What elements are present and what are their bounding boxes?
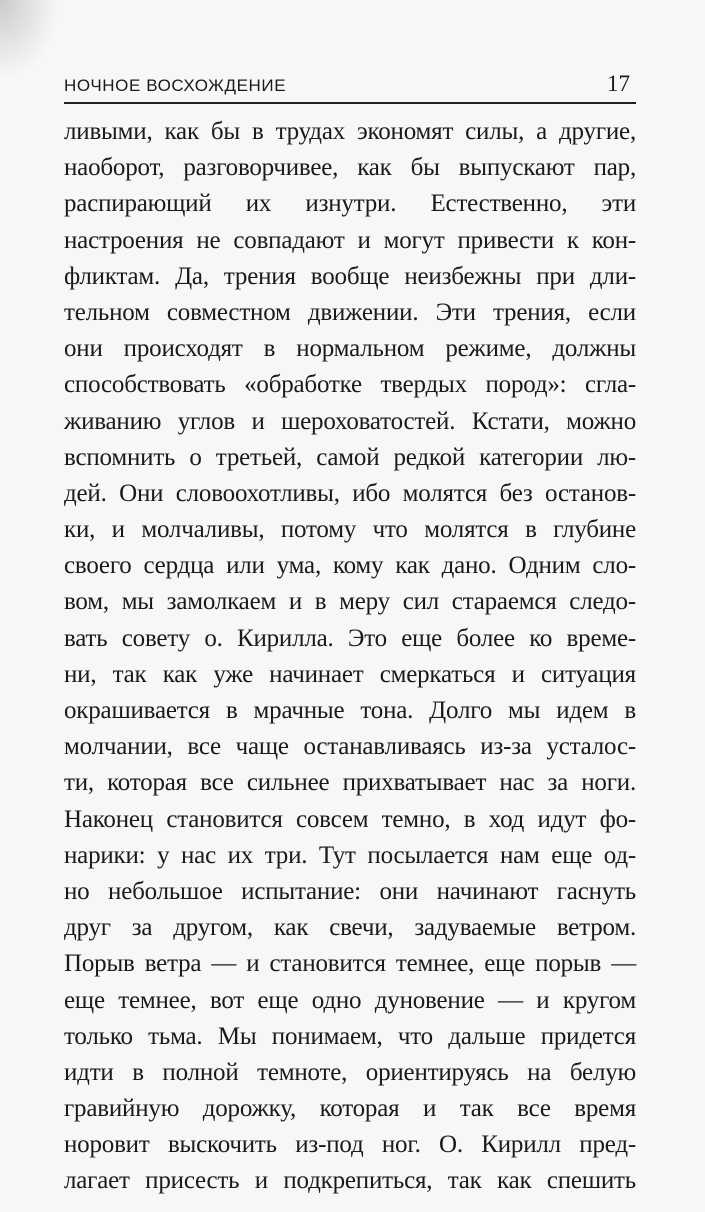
text-line: способствовать «обработке твердых пород»: сгла- <box>64 371 636 399</box>
text-line: наоборот, разговорчивее, как бы выпускают пар, <box>64 154 636 182</box>
text-line: Наконец становится совсем темно, в ход идут фо- <box>64 805 636 833</box>
text-line: ливыми, как бы в трудах экономят силы, а другие, <box>64 118 636 145</box>
text-line: дей. Они словоохотливы, ибо молятся без останов- <box>64 479 636 507</box>
text-line: они происходят в нормальном режиме, должны <box>64 335 636 363</box>
text-line: норовит выскочить из-под ног. О. Кирилл пред- <box>64 1131 636 1159</box>
page-number: 17 <box>607 71 630 96</box>
text-line: своего сердца или ума, кому как дано. Одним сло- <box>64 552 636 580</box>
text-line: вспомнить о третьей, самой редкой категории лю- <box>64 443 636 471</box>
text-line: настроения не совпадают и могут привести к кон- <box>64 226 636 254</box>
text-line: еще темнее, вот еще одно дуновение — и кругом <box>64 986 636 1014</box>
text-line: лагает присесть и подкрепиться, так как спешить <box>64 1167 636 1195</box>
text-line: Порыв ветра — и становится темнее, еще порыв — <box>64 950 636 978</box>
text-line: ни, так как уже начинает смеркаться и ситуация <box>64 660 636 688</box>
text-line: но небольшое испытание: они начинают гаснуть <box>64 877 636 905</box>
text-line: вом, мы замолкаем и в меру сил стараемся следо- <box>64 588 636 616</box>
text-line: ки, и молчаливы, потому что молятся в глубине <box>64 516 636 544</box>
text-line: распирающий их изнутри. Естественно, эти <box>64 190 636 218</box>
text-line: вать совету о. Кирилла. Это еще более ко време- <box>64 624 636 652</box>
text-line: идти в полной темноте, ориентируясь на белую <box>64 1058 636 1086</box>
running-header-title: НОЧНОЕ ВОСХОЖДЕНИЕ <box>64 76 287 95</box>
running-header <box>64 70 636 104</box>
text-line: только тьма. Мы понимаем, что дальше придется <box>64 1022 636 1050</box>
text-line: молчании, все чаще останавливаясь из-за усталос- <box>64 733 636 761</box>
text-line: ти, которая все сильнее прихватывает нас за ноги. <box>64 769 636 797</box>
body-text <box>64 114 636 1200</box>
text-line: окрашивается в мрачные тона. Долго мы идем в <box>64 697 636 724</box>
text-line: тельном совместном движении. Эти трения, если <box>64 298 636 326</box>
text-line: гравийную дорожку, которая и так все время <box>64 1095 636 1123</box>
text-line: нарики: у нас их три. Тут посылается нам еще од- <box>64 841 636 869</box>
text-line: фликтам. Да, трения вообще неизбежны при дли- <box>64 262 636 290</box>
scan-speckle <box>0 0 60 80</box>
text-line: друг за другом, как свечи, задуваемые ветром. <box>64 914 636 942</box>
text-line: живанию углов и шероховатостей. Кстати, можно <box>64 407 636 435</box>
